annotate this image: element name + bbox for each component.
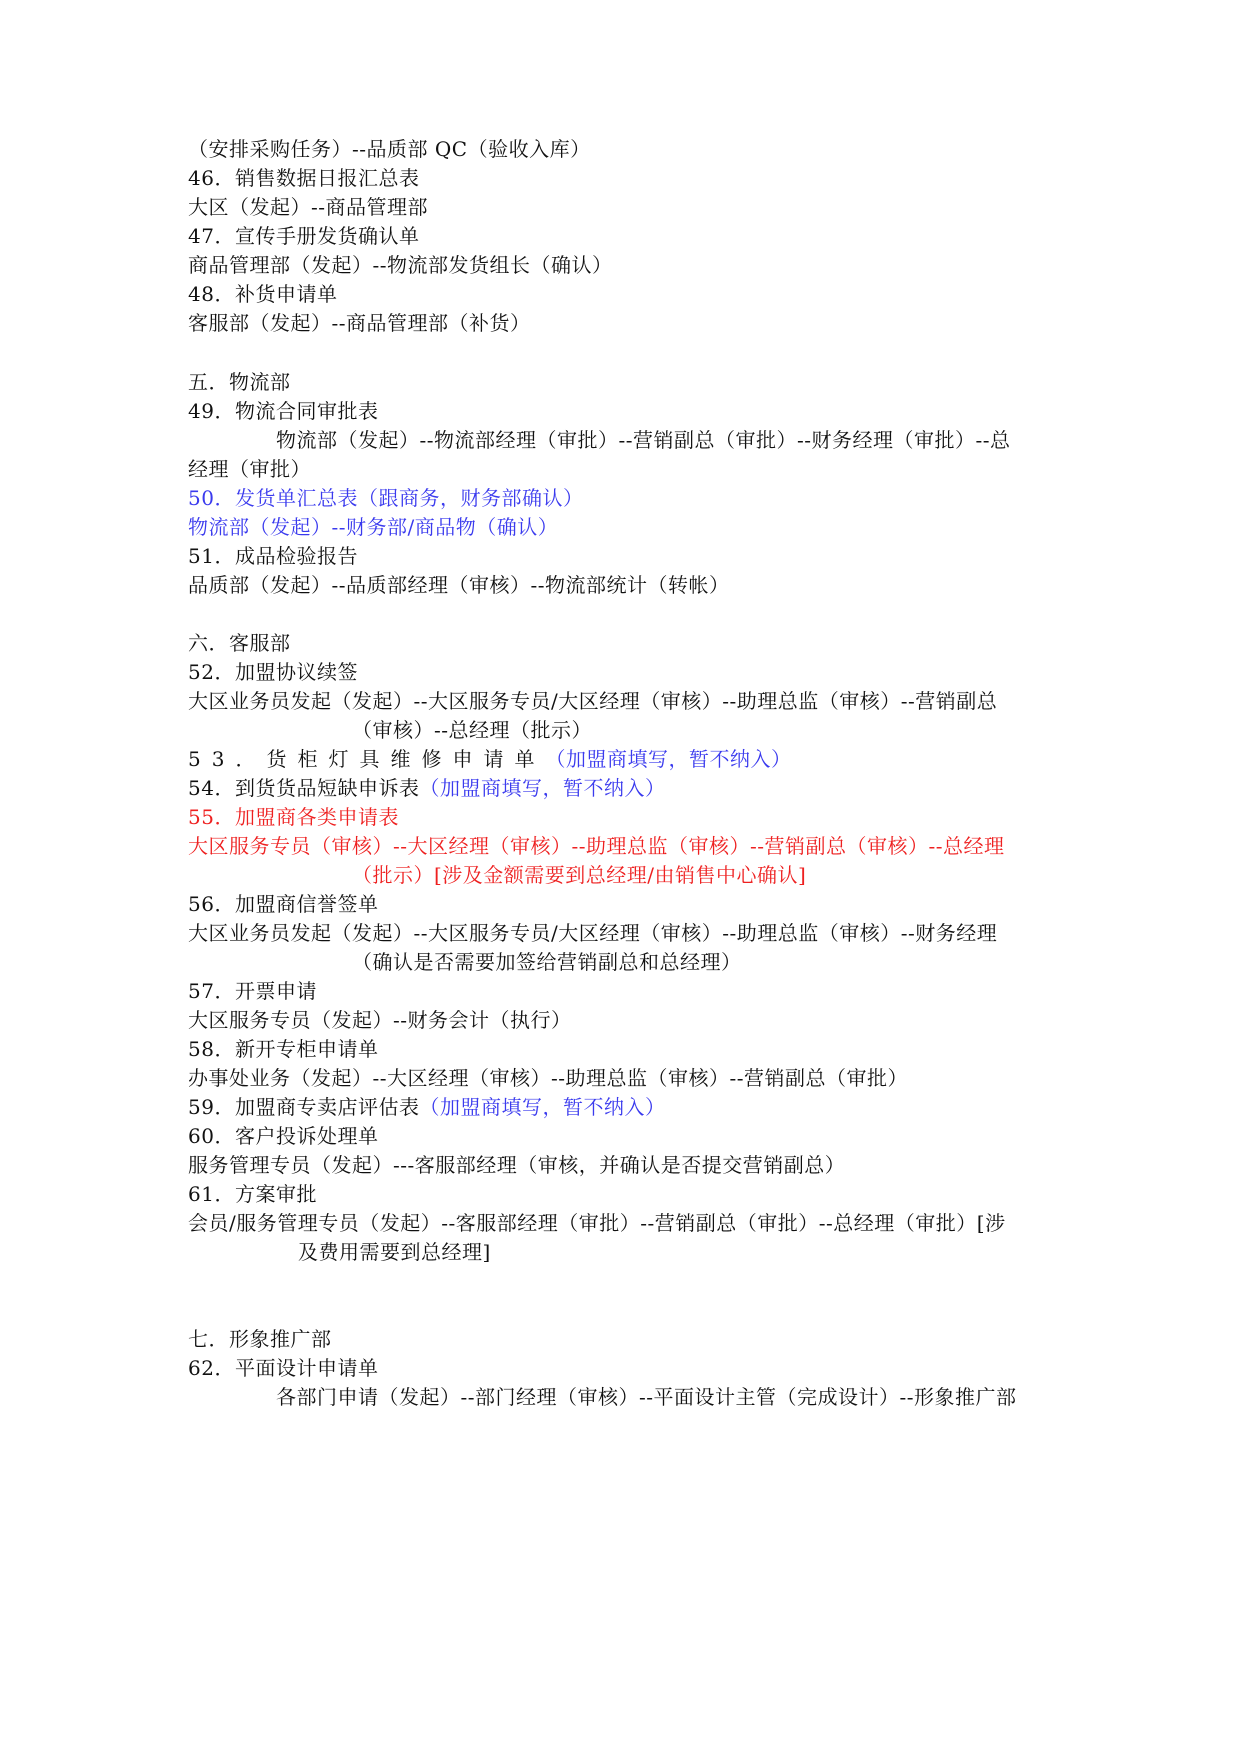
text-line: 大区业务员发起（发起）--大区服务专员/大区经理（审核）--助理总监（审核）--财务经理: [188, 921, 998, 945]
item-heading-46: 46．销售数据日报汇总表: [188, 166, 420, 190]
item-heading-59: [188, 1094, 665, 1120]
text-line: （确认是否需要加签给营销副总和总经理）: [352, 950, 742, 974]
text-line: 大区服务专员（发起）--财务会计（执行）: [188, 1008, 572, 1032]
text-line: 品质部（发起）--品质部经理（审核）--物流部统计（转帐）: [188, 573, 730, 597]
item-heading-61: 61．方案审批: [188, 1182, 317, 1206]
text-line: 各部门申请（发起）--部门经理（审核）--平面设计主管（完成设计）--形象推广部: [276, 1385, 1017, 1409]
text-line: 服务管理专员（发起）---客服部经理（审核，并确认是否提交营销副总）: [188, 1153, 846, 1177]
item-title: 53．货柜灯具维修申请单: [188, 747, 546, 771]
text-line: 客服部（发起）--商品管理部（补货）: [188, 311, 531, 335]
text-line: 物流部（发起）--财务部/商品物（确认）: [188, 515, 559, 539]
item-heading-55: 55．加盟商各类申请表: [188, 805, 399, 829]
item-title: 54．到货货品短缺申诉表: [188, 776, 420, 800]
item-heading-49: 49．物流合同审批表: [188, 399, 379, 423]
section-heading-logistics: 五．物流部: [188, 370, 291, 394]
text-line: 物流部（发起）--物流部经理（审批）--营销副总（审批）--财务经理（审批）--总: [276, 428, 1011, 452]
item-heading-48: 48．补货申请单: [188, 282, 338, 306]
text-line: （安排采购任务）--品质部 QC（验收入库）: [188, 137, 591, 161]
text-line: 大区服务专员（审核）--大区经理（审核）--助理总监（审核）--营销副总（审核）--总经理: [188, 834, 1005, 858]
text-line: 大区（发起）--商品管理部: [188, 195, 429, 219]
item-heading-53: [188, 746, 791, 772]
item-note: （加盟商填写，暂不纳入）: [419, 776, 666, 800]
section-heading-brand-promotion: 七．形象推广部: [188, 1327, 332, 1351]
item-note: （加盟商填写，暂不纳入）: [419, 1095, 666, 1119]
item-heading-57: 57．开票申请: [188, 979, 317, 1003]
item-heading-56: 56．加盟商信誉签单: [188, 892, 379, 916]
item-heading-62: 62．平面设计申请单: [188, 1356, 379, 1380]
text-line: （批示）[涉及金额需要到总经理/由销售中心确认]: [352, 863, 807, 887]
text-line: 大区业务员发起（发起）--大区服务专员/大区经理（审核）--助理总监（审核）--营销副总: [188, 689, 998, 713]
item-heading-58: 58．新开专柜申请单: [188, 1037, 379, 1061]
text-line: （审核）--总经理（批示）: [352, 718, 593, 742]
item-heading-54: [188, 775, 665, 801]
item-heading-50: 50．发货单汇总表（跟商务，财务部确认）: [188, 486, 584, 510]
item-heading-52: 52．加盟协议续签: [188, 660, 358, 684]
item-title: 59．加盟商专卖店评估表: [188, 1095, 420, 1119]
section-heading-customer-service: 六．客服部: [188, 631, 291, 655]
text-line: 商品管理部（发起）--物流部发货组长（确认）: [188, 253, 613, 277]
item-note: （加盟商填写，暂不纳入）: [545, 747, 792, 771]
text-line: 及费用需要到总经理]: [298, 1240, 491, 1264]
text-line: 办事处业务（发起）--大区经理（审核）--助理总监（审核）--营销副总（审批）: [188, 1066, 909, 1090]
text-line: 经理（审批）: [188, 457, 311, 481]
text-line: 会员/服务管理专员（发起）--客服部经理（审批）--营销副总（审批）--总经理（审批）[涉: [188, 1211, 1006, 1235]
item-heading-47: 47．宣传手册发货确认单: [188, 224, 420, 248]
item-heading-60: 60．客户投诉处理单: [188, 1124, 379, 1148]
item-heading-51: 51．成品检验报告: [188, 544, 358, 568]
